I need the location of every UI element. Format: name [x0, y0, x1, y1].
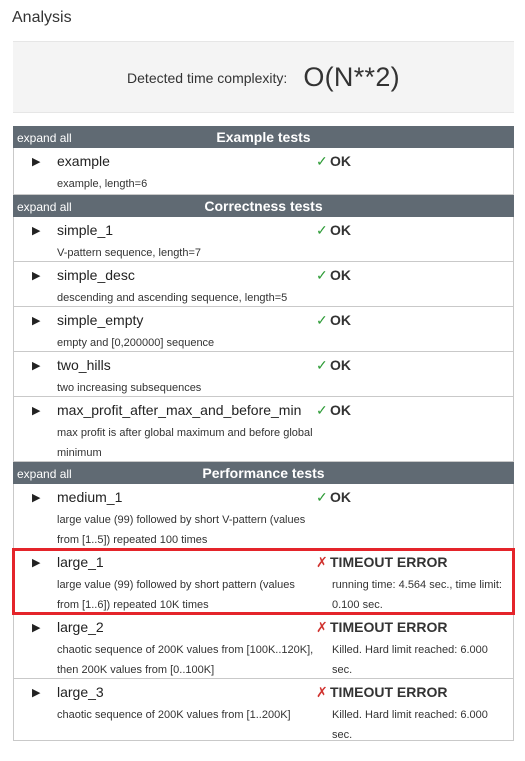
test-status — [316, 684, 447, 701]
test-row[interactable] — [13, 262, 514, 307]
expand-all-button[interactable]: expand all — [17, 200, 72, 214]
section-title: Example tests — [216, 129, 311, 145]
test-description: descending and ascending sequence, length=5 — [57, 292, 288, 304]
test-description: V-pattern sequence, length=7 — [57, 247, 202, 259]
complexity-label: Detected time complexity: — [127, 70, 288, 86]
expand-arrow-icon[interactable]: ▶ — [32, 270, 41, 282]
check-icon: ✓ — [316, 153, 328, 169]
test-row[interactable] — [13, 307, 514, 352]
status-text: OK — [330, 357, 351, 373]
test-name: simple_1 — [57, 222, 114, 238]
check-icon: ✓ — [316, 312, 328, 328]
status-text: OK — [330, 153, 351, 169]
expand-arrow-icon[interactable]: ▶ — [32, 405, 41, 417]
section-header-example-tests — [13, 126, 514, 148]
cross-icon: ✗ — [316, 554, 328, 570]
test-name: max_profit_after_max_and_before_min — [57, 402, 302, 418]
section-title: Correctness tests — [204, 198, 323, 214]
test-description: two increasing subsequences — [57, 382, 202, 394]
test-name: simple_desc — [57, 267, 135, 283]
test-status — [316, 402, 351, 419]
test-results — [13, 126, 514, 741]
test-name: example — [57, 153, 110, 169]
expand-arrow-icon[interactable]: ▶ — [32, 557, 41, 569]
test-row[interactable] — [13, 217, 514, 262]
cross-icon: ✗ — [316, 684, 328, 700]
test-detail: Killed. Hard limit reached: 6.000 sec. — [332, 709, 488, 741]
check-icon: ✓ — [316, 489, 328, 505]
test-detail: running time: 4.564 sec., time limit: 0.100 sec. — [332, 579, 502, 611]
test-row-highlighted[interactable] — [13, 549, 514, 614]
test-row[interactable] — [13, 679, 514, 741]
section-header-correctness-tests — [13, 195, 514, 217]
status-text: OK — [330, 312, 351, 328]
test-status — [316, 357, 351, 374]
page-title: Analysis — [12, 9, 72, 26]
expand-all-button[interactable]: expand all — [17, 131, 72, 145]
status-text: TIMEOUT ERROR — [330, 554, 448, 570]
expand-arrow-icon[interactable]: ▶ — [32, 687, 41, 699]
check-icon: ✓ — [316, 267, 328, 283]
test-status — [316, 222, 351, 239]
test-row[interactable] — [13, 614, 514, 679]
test-description: large value (99) followed by short V-pattern (values from [1..5]) repeated 100 times — [57, 514, 306, 546]
test-description: chaotic sequence of 200K values from [1..200K] — [57, 709, 291, 721]
test-name: large_2 — [57, 619, 104, 635]
test-description: large value (99) followed by short pattern (values from [1..6]) repeated 10K times — [57, 579, 295, 611]
test-row[interactable] — [13, 484, 514, 549]
expand-arrow-icon[interactable]: ▶ — [32, 360, 41, 372]
status-text: TIMEOUT ERROR — [330, 619, 448, 635]
status-text: OK — [330, 489, 351, 505]
expand-arrow-icon[interactable]: ▶ — [32, 492, 41, 504]
status-text: TIMEOUT ERROR — [330, 684, 448, 700]
test-status — [316, 619, 447, 636]
test-status — [316, 267, 351, 284]
test-description: empty and [0,200000] sequence — [57, 337, 215, 349]
test-name: medium_1 — [57, 489, 123, 505]
status-text: OK — [330, 402, 351, 418]
check-icon: ✓ — [316, 357, 328, 373]
complexity-panel — [13, 41, 514, 113]
test-row[interactable] — [13, 397, 514, 462]
test-status — [316, 554, 447, 571]
expand-arrow-icon[interactable]: ▶ — [32, 156, 41, 168]
test-status — [316, 312, 351, 329]
test-description: max profit is after global maximum and before global minimum — [57, 427, 313, 459]
test-description: example, length=6 — [57, 178, 148, 190]
complexity-value: O(N**2) — [303, 61, 400, 92]
status-text: OK — [330, 222, 351, 238]
section-title: Performance tests — [202, 465, 325, 481]
expand-all-button[interactable]: expand all — [17, 467, 72, 481]
test-name: two_hills — [57, 357, 111, 373]
expand-arrow-icon[interactable]: ▶ — [32, 225, 41, 237]
expand-arrow-icon[interactable]: ▶ — [32, 622, 41, 634]
test-status — [316, 153, 351, 170]
test-name: large_1 — [57, 554, 104, 570]
test-name: large_3 — [57, 684, 104, 700]
test-detail: Killed. Hard limit reached: 6.000 sec. — [332, 644, 488, 676]
section-header-performance-tests — [13, 462, 514, 484]
test-row[interactable] — [13, 352, 514, 397]
test-row[interactable] — [13, 148, 514, 195]
test-name: simple_empty — [57, 312, 144, 328]
check-icon: ✓ — [316, 222, 328, 238]
cross-icon: ✗ — [316, 619, 328, 635]
expand-arrow-icon[interactable]: ▶ — [32, 315, 41, 327]
status-text: OK — [330, 267, 351, 283]
test-description: chaotic sequence of 200K values from [100K..120K], then 200K values from [0..100K] — [57, 644, 314, 676]
check-icon: ✓ — [316, 402, 328, 418]
test-status — [316, 489, 351, 506]
